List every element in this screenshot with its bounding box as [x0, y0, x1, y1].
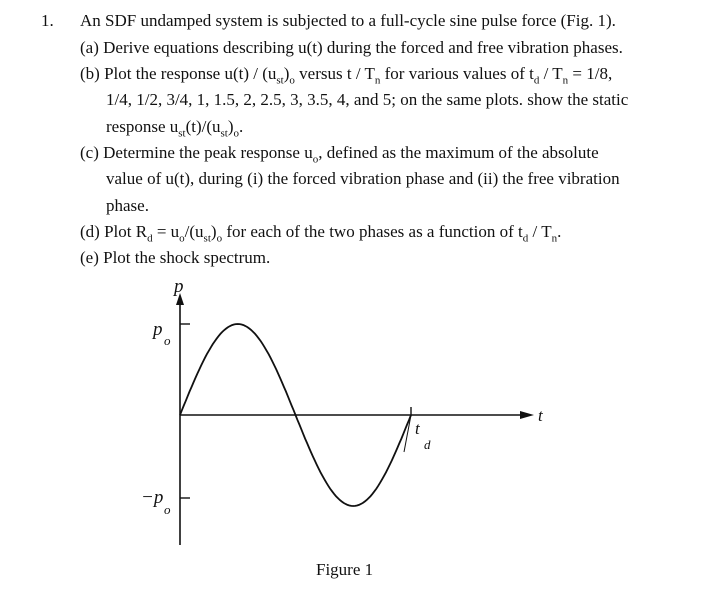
part-b-line-3: response $u_{st}(t)/(u_{st})_o$. — [106, 117, 244, 140]
problem-intro: An SDF undamped system is subjected to a full-cycle sine pulse force (Fig. 1). — [80, 11, 616, 30]
part-c-line-3: phase. — [106, 196, 149, 215]
part-b-line-1: (b) Plot the response $u(t) / (u_{st})_o$ versus t / $T_n$ for various values of $t_d / T_n = 1/8$, — [80, 64, 613, 87]
y-axis-label: p — [174, 276, 184, 297]
problem-number: 1. — [41, 11, 54, 30]
neg-amplitude-subscript: o — [164, 502, 171, 517]
td-leader-line — [404, 415, 411, 452]
td-subscript: d — [424, 437, 431, 452]
part-a: (a) Derive equations describing u(t) during the forced and free vibration phases. — [80, 38, 623, 57]
part-d: (d) Plot $R_d = u_o/(u_{st})_o$ for each of the two phases as a function of $t_d / T_n$. — [80, 222, 562, 245]
part-e: (e) Plot the shock spectrum. — [80, 248, 271, 267]
td-label: t — [415, 419, 420, 438]
part-b-line-2: 1/4, 1/2, 3/4, 1, 1.5, 2, 2.5, 3, 3.5, 4, and 5; on the same plots. show the static — [106, 90, 629, 109]
pos-amplitude-subscript: o — [164, 333, 171, 348]
part-c-line-1: (c) Determine the peak response $u_o$, defined as the maximum of the absolute — [80, 143, 599, 166]
sine-pulse-figure — [0, 270, 716, 609]
x-axis-label: t — [538, 406, 543, 425]
part-c-line-2: value of u(t), during (i) the forced vibration phase and (ii) the free vibration — [106, 169, 620, 188]
pos-amplitude-label: p — [153, 319, 163, 340]
figure-caption: Figure 1 — [316, 560, 374, 579]
x-axis-arrow-icon — [520, 411, 534, 419]
neg-amplitude-label: −p — [141, 487, 164, 508]
